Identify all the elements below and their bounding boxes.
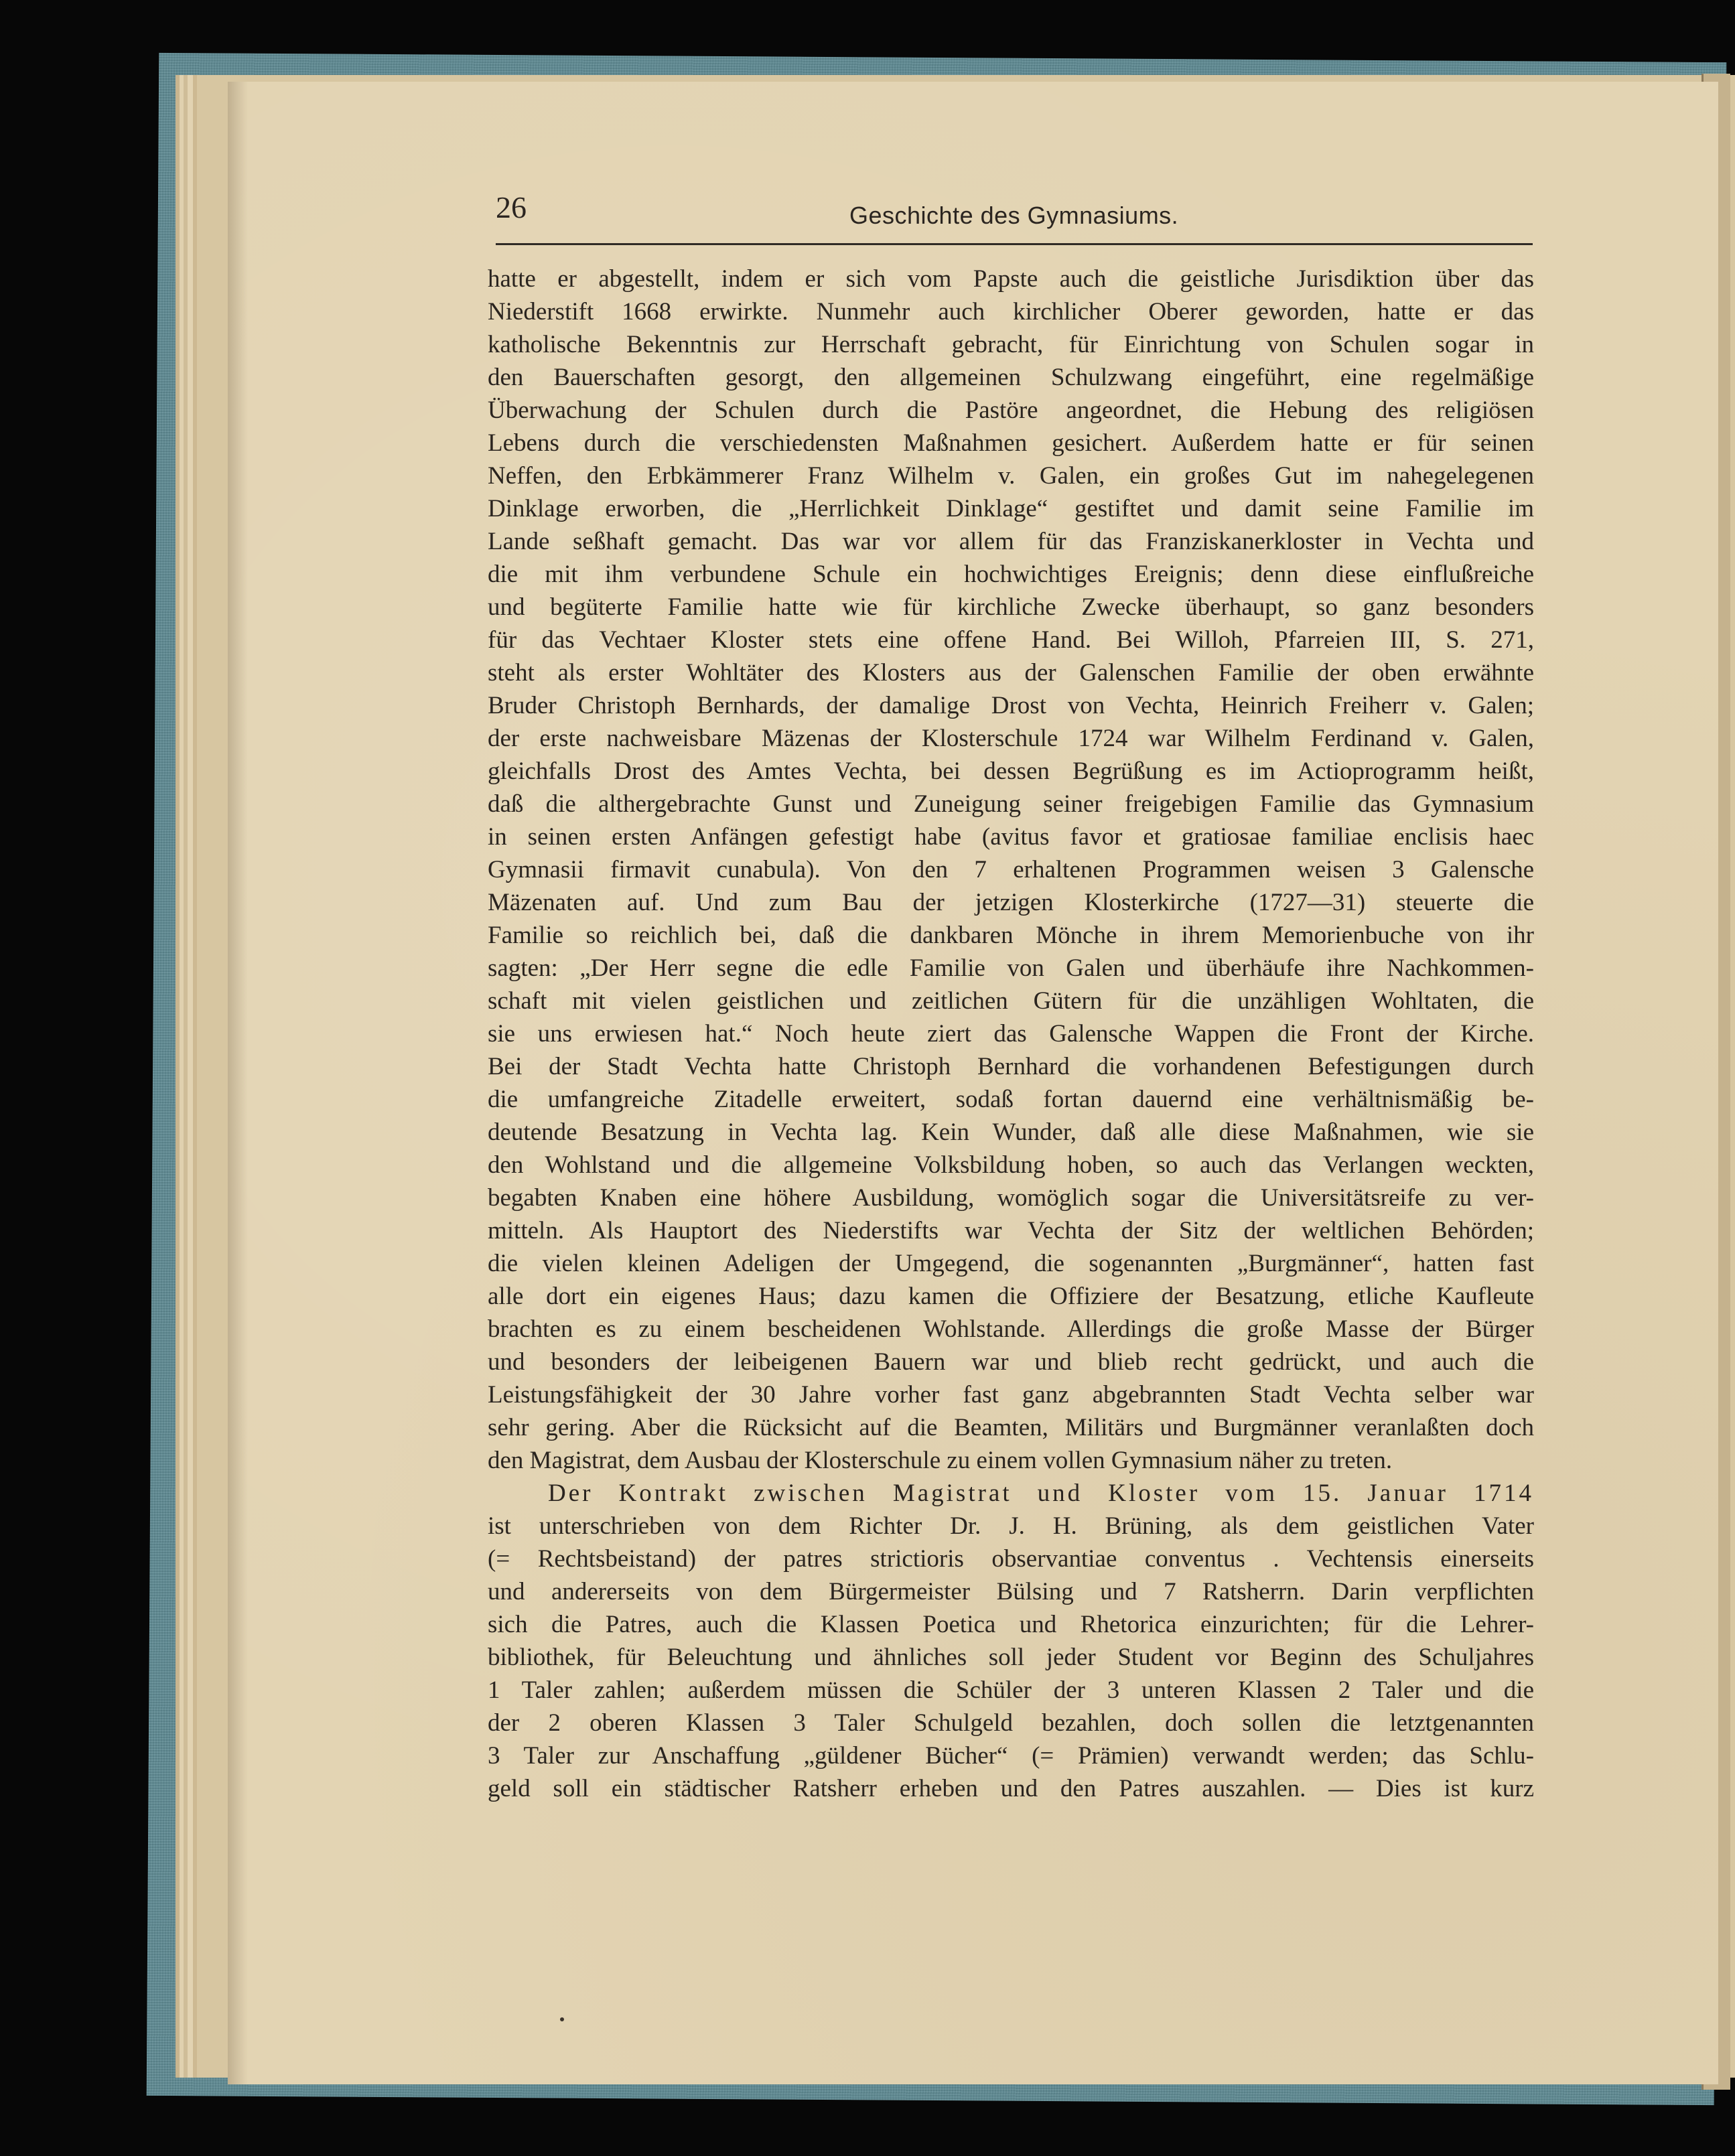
gutter-shadow xyxy=(228,82,248,2084)
text-line: gleichfalls Drost des Amtes Vechta, bei dessen Begrüßung es im Actioprogramm heißt, xyxy=(488,758,1534,785)
text-line: katholische Bekenntnis zur Herrschaft gebracht, für Einrichtung von Schulen sogar in xyxy=(488,331,1534,358)
paragraph-2 xyxy=(488,1477,1534,1805)
text-line: Leistungsfähigkeit der 30 Jahre vorher fast ganz abgebrannten Stadt Vechta selber war xyxy=(488,1381,1534,1409)
body-text xyxy=(488,263,1534,1977)
text-line: und begüterte Familie hatte wie für kirchliche Zwecke überhaupt, so ganz besonders xyxy=(488,593,1534,621)
text-line: 3 Taler zur Anschaffung „güldener Bücher“ (= Prämien) verwandt werden; das Schlu- xyxy=(488,1742,1534,1770)
text-line: sehr gering. Aber die Rücksicht auf die Beamten, Militärs und Burgmänner veranlaßten doch xyxy=(488,1414,1534,1441)
text-line: Neffen, den Erbkämmerer Franz Wilhelm v. Galen, ein großes Gut im nahegelegenen xyxy=(488,462,1534,490)
text-line: ist unterschrieben von dem Richter Dr. J. H. Brüning, als dem geistlichen Vater xyxy=(488,1512,1534,1540)
text-line: der 2 oberen Klassen 3 Taler Schulgeld bezahlen, doch sollen die letztgenannten xyxy=(488,1709,1534,1737)
page-number: 26 xyxy=(496,190,527,224)
text-line: den Bauerschaften gesorgt, den allgemeinen Schulzwang eingeführt, eine regelmäßige xyxy=(488,364,1534,391)
text-line: und andererseits von dem Bürgermeister Bülsing und 7 Ratsherrn. Darin verpflichten xyxy=(488,1578,1534,1605)
text-line: hatte er abgestellt, indem er sich vom Papste auch die geistliche Jurisdiktion über das xyxy=(488,265,1534,293)
text-line: alle dort ein eigenes Haus; dazu kamen die Offiziere der Besatzung, etliche Kaufleute xyxy=(488,1283,1534,1310)
text-line: brachten es zu einem bescheidenen Wohlstande. Allerdings die große Masse der Bürger xyxy=(488,1315,1534,1343)
text-line: sich die Patres, auch die Klassen Poetica und Rhetorica einzurichten; für die Lehrer- xyxy=(488,1611,1534,1638)
text-line: daß die althergebrachte Gunst und Zuneigung seiner freigebigen Familie das Gymnasium xyxy=(488,790,1534,818)
text-line: schaft mit vielen geistlichen und zeitlichen Gütern für die unzähligen Wohltaten, die xyxy=(488,987,1534,1015)
text-line: Familie so reichlich bei, daß die dankbaren Mönche in ihrem Memorienbuche von ihr xyxy=(488,922,1534,949)
text-line: Bei der Stadt Vechta hatte Christoph Bernhard die vorhandenen Befestigungen durch xyxy=(488,1053,1534,1080)
text-line: bibliothek, für Beleuchtung und ähnliches soll jeder Student vor Beginn des Schuljahres xyxy=(488,1644,1534,1671)
text-line: (= Rechtsbeistand) der patres strictioris observantiae conventus . Vechtensis einerseits xyxy=(488,1545,1534,1573)
text-line: Überwachung der Schulen durch die Pastöre angeordnet, die Hebung des religiösen xyxy=(488,397,1534,424)
text-line: begabten Knaben eine höhere Ausbildung, womöglich sogar die Universitätsreife zu ver- xyxy=(488,1184,1534,1212)
text-line: geld soll ein städtischer Ratsherr erheben und den Patres auszahlen. — Dies ist kurz xyxy=(488,1775,1534,1802)
paragraph-2-lead-line: Der Kontrakt zwischen Magistrat und Kloster vom 15. Januar 1714 xyxy=(548,1480,1534,1507)
text-line: der erste nachweisbare Mäzenas der Klosterschule 1724 war Wilhelm Ferdinand v. Galen, xyxy=(488,725,1534,752)
text-line: sagten: „Der Herr segne die edle Familie von Galen und überhäufe ihre Nachkommen- xyxy=(488,954,1534,982)
text-line: den Magistrat, dem Ausbau der Klosterschule zu einem vollen Gymnasium näher zu treten. xyxy=(488,1447,1393,1474)
text-line: für das Vechtaer Kloster stets eine offene Hand. Bei Willoh, Pfarreien III, S. 271, xyxy=(488,626,1534,654)
page-header xyxy=(496,190,1533,250)
text-line: die vielen kleinen Adeligen der Umgegend, die sogenannten „Burgmänner“, hatten fast xyxy=(488,1250,1534,1277)
text-line: und besonders der leibeigenen Bauern war und blieb recht gedrückt, und auch die xyxy=(488,1348,1534,1376)
text-line: 1 Taler zahlen; außerdem müssen die Schüler der 3 unteren Klassen 2 Taler und die xyxy=(488,1676,1534,1704)
running-title: Geschichte des Gymnasiums. xyxy=(849,202,1179,229)
text-line: Dinklage erworben, die „Herrlichkeit Dinklage“ gestiftet und damit seine Familie im xyxy=(488,495,1534,522)
text-line: Gymnasii firmavit cunabula). Von den 7 erhaltenen Programmen weisen 3 Galensche xyxy=(488,856,1534,883)
text-line: in seinen ersten Anfängen gefestigt habe (avitus favor et gratiosae familiae enclisis haec xyxy=(488,823,1534,851)
text-line: sie uns erwiesen hat.“ Noch heute ziert das Galensche Wappen die Front der Kirche. xyxy=(488,1020,1534,1048)
text-line: Bruder Christoph Bernhards, der damalige Drost von Vechta, Heinrich Freiherr v. Galen; xyxy=(488,692,1534,719)
text-line: die umfangreiche Zitadelle erweitert, sodaß fortan dauernd eine verhältnismäßig be- xyxy=(488,1086,1534,1113)
text-line: Lebens durch die verschiedensten Maßnahmen gesichert. Außerdem hatte er für seinen xyxy=(488,429,1534,457)
paragraph-1 xyxy=(488,263,1534,1477)
text-line: Mäzenaten auf. Und zum Bau der jetzigen Klosterkirche (1727—31) steuerte die xyxy=(488,889,1534,916)
header-rule xyxy=(496,243,1533,245)
text-line: mitteln. Als Hauptort des Niederstifts war Vechta der Sitz der weltlichen Behörden; xyxy=(488,1217,1534,1244)
text-line: steht als erster Wohltäter des Klosters aus der Galenschen Familie der oben erwähnte xyxy=(488,659,1534,687)
paper-speck xyxy=(560,2017,564,2021)
text-line: Lande seßhaft gemacht. Das war vor allem für das Franziskanerkloster in Vechta und xyxy=(488,528,1534,555)
text-line: den Wohlstand und die allgemeine Volksbildung hoben, so auch das Verlangen weckten, xyxy=(488,1151,1534,1179)
text-line: Niederstift 1668 erwirkte. Nunmehr auch kirchlicher Oberer geworden, hatte er das xyxy=(488,298,1534,326)
text-line: deutende Besatzung in Vechta lag. Kein Wunder, daß alle diese Maßnahmen, wie sie xyxy=(488,1119,1534,1146)
text-line: die mit ihm verbundene Schule ein hochwichtiges Ereignis; denn diese einflußreiche xyxy=(488,561,1534,588)
